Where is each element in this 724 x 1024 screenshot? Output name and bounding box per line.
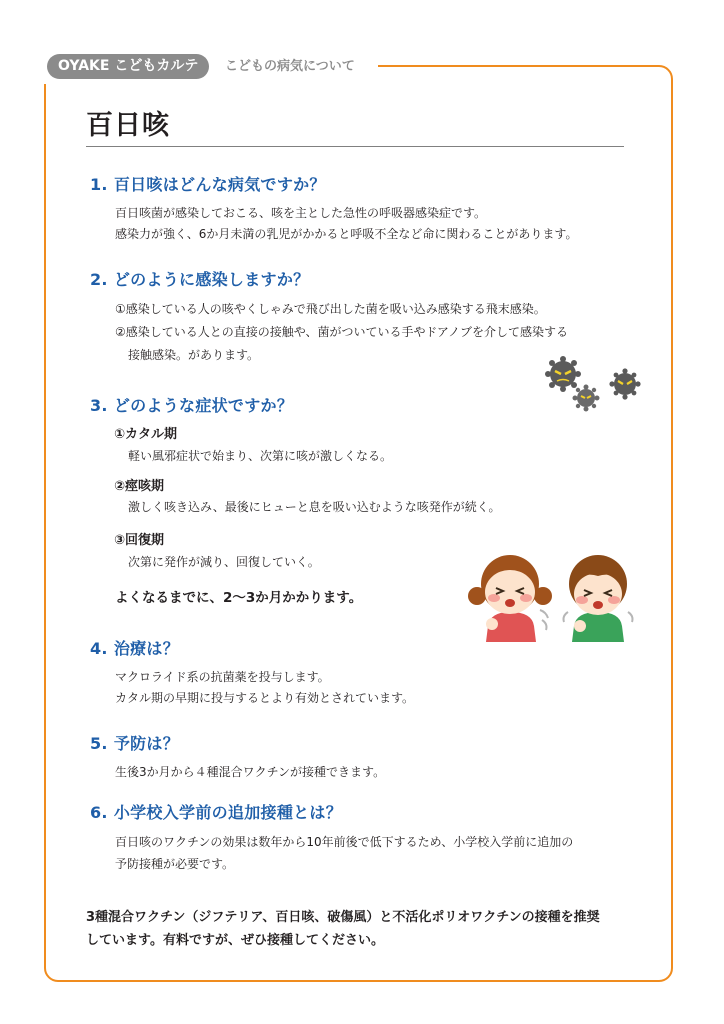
vaccine-recommendation-line-2: しています。有料ですが、ぜひ接種してください。 <box>86 933 384 948</box>
section-5-heading <box>90 734 179 754</box>
section-4-heading <box>90 639 179 659</box>
section-4-line-2: カタル期の早期に投与するとより有効とされています。 <box>115 691 415 705</box>
section-3-number: 3. <box>90 396 108 415</box>
section-4-number: 4. <box>90 639 108 658</box>
section-5-number: 5. <box>90 734 108 753</box>
section-6-line-2: 予防接種が必要です。 <box>115 857 235 871</box>
stage-2-name: ②痙咳期 <box>114 479 165 494</box>
stage-1-description: 軽い風邪症状で始まり、次第に咳が激しくなる。 <box>128 449 393 463</box>
section-5-title: 予防は？ <box>113 734 180 753</box>
stage-2-description: 激しく咳き込み、最後にヒューと息を吸い込むような咳発作が続く。 <box>128 500 501 514</box>
section-2-line-3: 接触感染。があります。 <box>128 348 260 362</box>
coughing-children <box>468 540 644 642</box>
section-1-title: 百日咳はどんな病気ですか？ <box>113 175 326 194</box>
section-4-title: 治療は？ <box>113 639 180 658</box>
header-subtitle: こどもの病気について <box>225 59 355 74</box>
section-1-line-1: 百日咳菌が感染しておこる、咳を主とした急性の呼吸器感染症です。 <box>115 206 487 220</box>
stage-3-description: 次第に発作が減り、回復していく。 <box>128 555 320 569</box>
section-2-line-1: ①感染している人の咳やくしゃみで飛び出した菌を吸い込み感染する飛末感染。 <box>115 302 546 316</box>
section-3-title: どのような症状ですか？ <box>113 396 294 415</box>
section-6-heading <box>90 803 342 823</box>
germ-icon <box>609 368 640 399</box>
section-6-line-1: 百日咳のワクチンの効果は数年から10年前後で低下するため、小学校入学前に追加の <box>115 835 574 849</box>
girl-coughing <box>468 555 552 642</box>
recovery-duration-note: よくなるまでに、2〜3か月かかります。 <box>115 590 363 606</box>
stage-1-name: ①カタル期 <box>114 427 178 442</box>
page-title: 百日咳 <box>86 110 170 141</box>
section-6-title: 小学校入学前の追加接種とは？ <box>113 803 343 822</box>
section-2-title: どのように感染しますか？ <box>113 270 310 289</box>
section-4-line-1: マクロライド系の抗菌薬を投与します。 <box>115 670 330 684</box>
section-2-heading <box>90 270 309 290</box>
germ-icon <box>545 356 581 392</box>
germ-icons <box>543 356 645 412</box>
section-5-line-1: 生後3か月から４種混合ワクチンが接種できます。 <box>115 765 386 779</box>
section-2-line-2: ②感染している人との直接の接触や、菌がついている手やドアノブを介して感染する <box>115 325 568 339</box>
boy-coughing <box>564 555 633 642</box>
germ-icon <box>573 385 600 412</box>
brand-pill: OYAKE こどもカルテ <box>47 54 209 79</box>
section-3-heading <box>90 396 293 416</box>
section-1-line-2: 感染力が強く、6か月未満の乳児がかかると呼吸不全など命に関わることがあります。 <box>115 227 578 241</box>
section-1-number: 1. <box>90 175 108 194</box>
section-1-heading <box>90 175 326 195</box>
section-2-number: 2. <box>90 270 108 289</box>
title-divider <box>86 146 624 147</box>
stage-3-name: ③回復期 <box>114 533 165 548</box>
section-6-number: 6. <box>90 803 108 822</box>
vaccine-recommendation-line-1: 3種混合ワクチン（ジフテリア、百日咳、破傷風）と不活化ポリオワクチンの接種を推奨 <box>86 910 600 925</box>
